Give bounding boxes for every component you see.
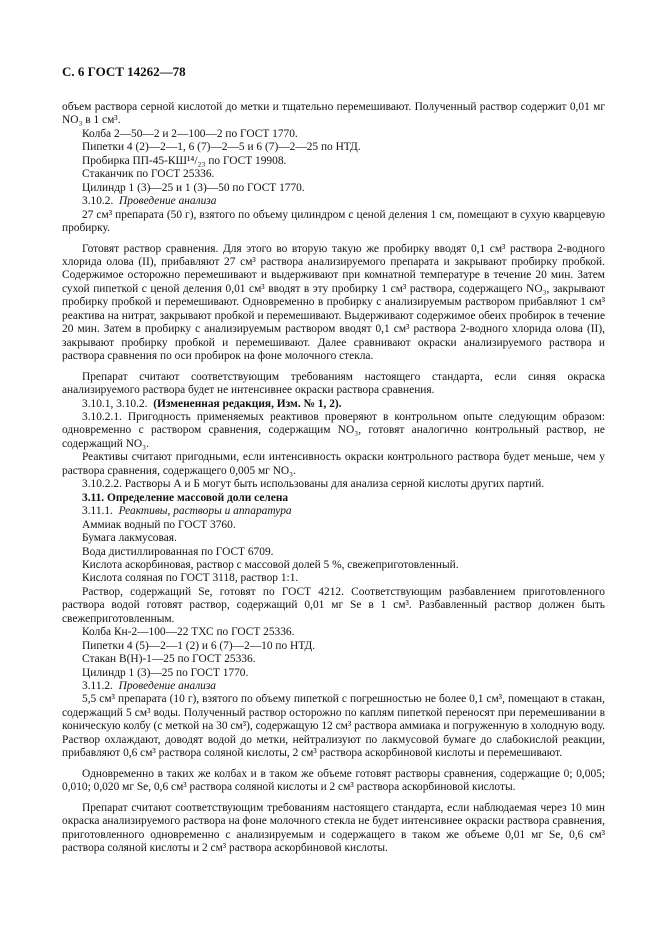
paragraph: Готовят раствор сравнения. Для этого во вторую такую же пробирку вводят 0,1 см³ раствора 2-водного хлорида олова (II), прибавляют 27 см³ раствора анализируемого препарата и закрывают пробирку пробкой. Содержимое осторожно перемешивают и выдерживают при комнатной температуре в течение 20 мин. Затем сухой пипеткой с ценой деления 0,01 см³ вводят в эту пробирку 1 см³ раствора, содержащего NO₃, закрывают пробирку пробкой и перемешивают. Одновременно в пробирку с анализируемым раствором прибавляют 1 см³ реактива на нитрат, закрывают пробкой и перемешивают. Выдерживают содержимое обеих пробирок в течение 20 мин. Затем в пробирку с анализируемым раствором вводят 0,1 см³ раствора 2-водного хлорида олова (II), закрывают пробирку пробкой и перемешивают. Далее сравнивают окраски анализируемого раствора и раствора сравнения по оси пробирок на фоне молочного стекла.	[62, 242, 605, 363]
list-item: Цилиндр 1 (3)—25 и 1 (3)—50 по ГОСТ 1770.	[82, 181, 305, 194]
list-item: Кислота аскорбиновая, раствор с массовой долей 5 %, свежеприготовленный.	[82, 558, 459, 571]
list-item: Пипетки 4 (2)—2—1, 6 (7)—2—5 и 6 (7)—2—25 по НТД.	[82, 141, 361, 154]
paragraph: Препарат считают соответствующим требованиям настоящего стандарта, если синяя окраска анализируемого раствора будет не интенсивнее окраски раствора сравнения.	[62, 370, 605, 397]
list-item: Аммиак водный по ГОСТ 3760.	[82, 518, 236, 531]
paragraph: 27 см³ препарата (50 г), взятого по объему цилиндром с ценой деления 1 см, помещают в сухую кварцевую пробирку.	[62, 208, 605, 235]
paragraph: Раствор, содержащий Se, готовят по ГОСТ 4212. Соответствующим разбавлением приготовленного раствора водой готовят раствор, содержащий 0,01 мг Se в 1 см³. Разбавленный раствор должен быть свежеприготовленным.	[62, 585, 605, 625]
paragraph: Препарат считают соответствующим требованиям настоящего стандарта, если наблюдаемая через 10 мин окраска анализируемого раствора на фоне молочного стекла не будет интенсивнее окраски раствора сравнения, приготовленного одновременно с анализируемым и содержащего в таком же объеме 0,01 мг Se, 0,6 см³ раствора соляной кислоты и 2 см³ раствора аскорбиновой кислоты.	[62, 801, 605, 855]
section-number: 3.10.1, 3.10.2.	[82, 397, 148, 410]
document-body	[62, 101, 605, 855]
paragraph: объем раствора серной кислотой до метки и тщательно перемешивают. Полученный раствор содержит 0,01 мг NO₃ в 1 см³.	[62, 101, 605, 127]
section-title: Проведение анализа	[118, 680, 216, 693]
section-heading: 3.11. Определение массовой доли селена	[82, 491, 289, 504]
list-item: Колба Кн-2—100—22 ТХС по ГОСТ 25336.	[82, 626, 295, 639]
paragraph: Одновременно в таких же колбах и в таком же объеме готовят растворы сравнения, содержащие 0; 0,005; 0,010; 0,020 мг Se, 0,6 см³ раствора соляной кислоты и 2 см³ раствора аскорбиновой кислоты.	[62, 767, 605, 794]
paragraph: 5,5 см³ препарата (10 г), взятого по объему пипеткой с погрешностью не более 0,1 см³, помещают в стакан, содержащий 5 см³ воды. Полученный раствор осторожно по каплям пипеткой переносят при перемешивании в коническую колбу (с меткой на 30 см³), содержащую 12 см³ раствора аммиака и погруженную в холодную воду. Раствор охлаждают, доводят водой до метки, нейтрализуют по лакмусовой бумаге до слабокислой реакции, прибавляют 0,6 см³ раствора соляной кислоты, 2 см³ раствора аскорбиновой кислоты и перемешивают.	[62, 693, 605, 760]
list-item: Пипетки 4 (5)—2—1 (2) и 6 (7)—2—10 по НТД.	[82, 639, 316, 652]
page-header: С. 6 ГОСТ 14262—78	[62, 64, 186, 79]
list-item: Пробирка ПП-45-КШ¹⁴/₂₃ по ГОСТ 19908.	[82, 154, 287, 167]
section-number: 3.10.2.	[82, 195, 114, 208]
paragraph: Реактивы считают пригодными, если интенсивность окраски контрольного раствора будет меньше, чем у раствора сравнения, содержащего 0,005 мг NO₃.	[62, 451, 605, 477]
section-heading	[62, 505, 605, 518]
amendment-note	[62, 398, 605, 411]
list-item: Кислота соляная по ГОСТ 3118, раствор 1:1.	[82, 572, 299, 585]
paragraph: 3.10.2.1. Пригодность применяемых реактивов проверяют в контрольном опыте следующим образом: одновременно с раствором сравнения, содержащим NO₃, готовят аналогично контрольный раствор, не содержащий NO₃.	[62, 410, 605, 450]
list-item: Стакан В(Н)-1—25 по ГОСТ 25336.	[82, 653, 256, 666]
list-item: Колба 2—50—2 и 2—100—2 по ГОСТ 1770.	[82, 127, 298, 140]
section-number: 3.11.2.	[82, 680, 113, 693]
section-heading	[62, 680, 605, 693]
amendment-text: (Измененная редакция, Изм. № 1, 2).	[153, 397, 342, 410]
section-heading	[62, 195, 605, 208]
list-item: Цилиндр 1 (3)—25 по ГОСТ 1770.	[82, 666, 249, 679]
section-number: 3.11.1.	[82, 505, 113, 518]
section-title: Реактивы, растворы и аппаратура	[118, 505, 292, 518]
list-item: Бумага лакмусовая.	[82, 532, 177, 545]
list-item: Вода дистиллированная по ГОСТ 6709.	[82, 545, 274, 558]
paragraph: 3.10.2.2. Растворы А и Б могут быть использованы для анализа серной кислоты других партий.	[82, 478, 545, 491]
section-title: Проведение анализа	[119, 195, 217, 208]
list-item: Стаканчик по ГОСТ 25336.	[82, 168, 215, 181]
